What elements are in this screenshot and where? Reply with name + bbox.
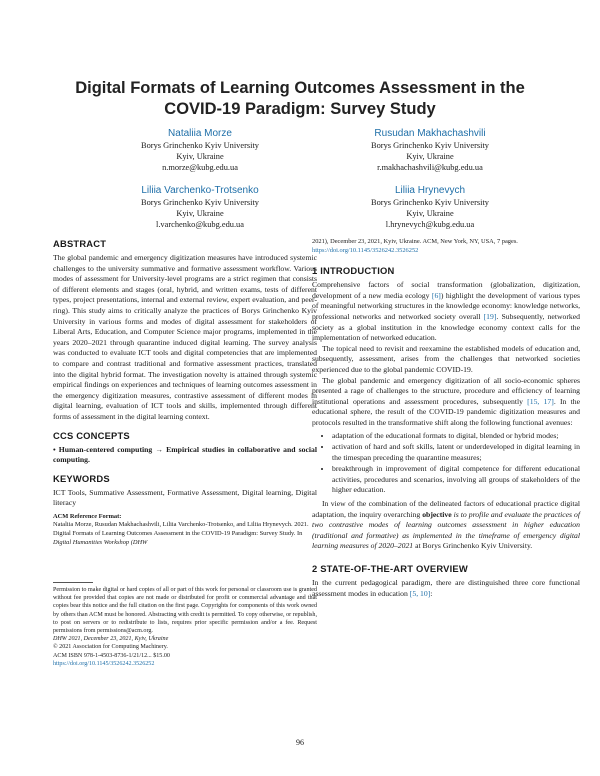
page-number: 96 [296,738,304,747]
title-line-2: COVID-19 Paradigm: Survey Study [164,100,436,118]
author-affiliation: Borys Grinchenko Kyiv University [371,141,489,150]
citation-link[interactable]: [6] [431,290,441,300]
ccs-heading: CCS CONCEPTS [53,429,130,441]
acm-reference-venue: Digital Humanities Workshop (DHW [53,538,148,546]
author-block [330,127,530,173]
paper-title [60,78,540,120]
author-name: Liliia Hrynevych [394,185,466,196]
author-location: Kyiv, Ukraine [176,152,224,161]
list-item: • breakthrough in improvement of digital competence for different educational activities, procedures and scenarios, involving all groups of stakeholders of the higher education. [332,464,580,496]
right-column [312,238,580,599]
title-line-1: Digital Formats of Learning Outcomes Assessment in the [75,79,525,97]
acm-reference [53,513,317,547]
author-block [330,184,530,230]
intro-p3-text-b: . In the educational sphere, the result of the COVID-19 pandemic digitization measures and protocols resulted in the transformative shift along the following functional avenues: [312,396,581,427]
ccs-text: • Human-centered computing → Empirical studies in collaborative and social computing. [53,444,317,465]
author-location: Kyiv, Ukraine [176,209,224,218]
introduction-heading: 1 INTRODUCTION [312,265,395,277]
list-item: • activation of hard and soft skills, latent or underdeveloped in digital learning in the timespan preceding the quarantine measures; [332,442,580,463]
author-affiliation: Borys Grinchenko Kyiv University [141,141,259,150]
author-name: Nataliia Morze [168,128,232,139]
intro-p1-text-a: Comprehensive factors of social transformation (globalization, digitization, development of a new media ecology [312,280,580,300]
intro-paragraph-3 [312,376,580,429]
author-email[interactable]: l.varchenko@kubg.edu.ua [156,220,244,229]
intro-p4-objective: is to profile and evaluate the practices of two contrastive modes of learning outcomes assessment in higher education (traditional and formative) as implemented in the timeframe of emergency digital learning measures of 2020–2021 [312,509,580,551]
keywords-text: ICT Tools, Summative Assessment, Formative Assessment, Digital learning, Digital literacy [53,487,317,508]
intro-paragraph-2: The topical need to revisit and reexamine the established models of education and, subsequently, assessment, arises from the challenges that networked societies experienced due to the global pandemic COVID-19. [312,343,580,374]
abstract-text: The global pandemic and emergency digitization measures have introduced systemic challenges to the university summative and formative assessment workflow. Various modes of assessment for University-level programs are a strict regimen that consists of different elements and stages (oral, hybrid, and written exams, tests of different types, project presentations, internal and external review, expert evaluation, and peer-ring). This study aims to critically analyze the practices of Borys Grinchenko Kyiv University in various forms and modes of digital assessment for stakeholders of Liberal Arts, Education, and Computer Science major programs, implemented in the years 2020–2021 through quarantine induced digital learning. The survey analysis was conducted to evaluate ICT tools and digital competencies that are implemented to compare and contrast traditional and formative assessment practices, translated into the digital hybrid format. The investigation novelty is attained through systemic empirical findings on experiences and techniques of learning outcomes assessment in the emergency digitization measures, contrastive assessment of different modes in digital learning, evaluation of ICT tools and skills, implemented through different forms of assessment in the digital learning context. [53,253,317,421]
intro-paragraph-4 [312,499,580,552]
citation-link[interactable]: [15, 17] [527,396,554,406]
keywords-heading: KEYWORDS [53,472,110,484]
sota-heading: 2 STATE-OF-THE-ART OVERVIEW [312,563,468,575]
author-location: Kyiv, Ukraine [406,209,454,218]
intro-p4-text-c: at Borys Grinchenko Kyiv University. [413,541,533,551]
list-item: • adaptation of the educational formats to digital, blended or hybrid modes; [332,431,580,442]
acm-reference-text: Nataliia Morze, Rusudan Makhachashvili, Liliia Varchenko-Trotsenko, and Liliia Hrynevych. 2021. Digital Formats of Learning Outcomes Assessment in the COVID-19 Paradigm: Survey Study. In [53,521,309,538]
acm-reference-doi-link[interactable]: https://doi.org/10.1145/3526242.3526252 [312,246,419,254]
permission-footnote [53,578,317,668]
sota-p1-text-b: : [430,588,433,598]
author-affiliation: Borys Grinchenko Kyiv University [141,198,259,207]
copyright-line: © 2021 Association for Computing Machinery. [53,644,168,651]
intro-bullet-list [312,431,580,497]
author-email[interactable]: r.makhachashvili@kubg.edu.ua [377,163,483,172]
intro-p3-text-a: The global pandemic and emergency digitization of all socio-economic spheres presented a rage of challenges to the structure, procedure and efficiency of learning institutional operations and assessment procedures, subsequently [312,375,580,406]
author-name: Liliia Varchenko-Trotsenko [141,185,259,196]
author-block [100,184,300,230]
citation-link[interactable]: [5, 10] [409,588,431,598]
author-affiliation: Borys Grinchenko Kyiv University [371,198,489,207]
doi-link[interactable]: https://doi.org/10.1145/3526242.3526252 [53,660,155,667]
author-email[interactable]: n.morze@kubg.edu.ua [162,163,238,172]
author-name: Rusudan Makhachashvili [374,128,486,139]
isbn-line: ACM ISBN 978-1-4503-8736-1/21/12... $15.00 [53,652,170,659]
objective-keyword: objective [422,509,452,519]
intro-p4-text-a: In view of the combination of the delineated factors of educational practice digital adaptation, the inquiry overarching [312,499,580,519]
left-column [53,238,317,547]
acm-reference-label: ACM Reference Format: [53,512,122,520]
intro-p1-text-b: ) highlight the development of various types of meaningful networking structures in the knowledge economy: knowledge networks, professional networks and networked society overall [312,290,581,321]
intro-p1-text-c: . Subsequently, networked society as a global institution in the knowledge economy context calls for the implementation of networked education. [312,311,581,343]
author-email[interactable]: l.hrynevych@kubg.edu.ua [385,220,475,229]
abstract-heading: ABSTRACT [53,238,107,249]
acm-reference-continued [312,238,580,255]
sota-p1-text-a: In the current pedagogical paradigm, there are distinguished three core functional assessment modes in education [312,578,580,598]
sota-paragraph-1 [312,578,580,599]
citation-link[interactable]: [19] [483,311,497,321]
intro-paragraph-1 [312,280,580,344]
permission-text: Permission to make digital or hard copies of all or part of this work for personal or classroom use is granted without fee provided that copies are not made or distributed for profit or commercial advantage and that copies bear this notice and the full citation on the first page. Copyrights for components of this work owned by others than ACM must be honored. Abstracting with credit is permitted. To copy otherwise, or republish, to post on servers or to redistribute to lists, requires prior specific permission and/or a fee. Request permissions from permissions@acm.org. [53,587,317,635]
author-location: Kyiv, Ukraine [406,152,454,161]
footnote-rule [53,582,93,583]
acm-reference-continuation: 2021), December 23, 2021, Kyiv, Ukraine. ACM, New York, NY, USA, 7 pages. [312,238,518,245]
venue-line: DHW 2021, December 23, 2021, Kyiv, Ukraine [53,636,169,643]
author-block [100,127,300,173]
